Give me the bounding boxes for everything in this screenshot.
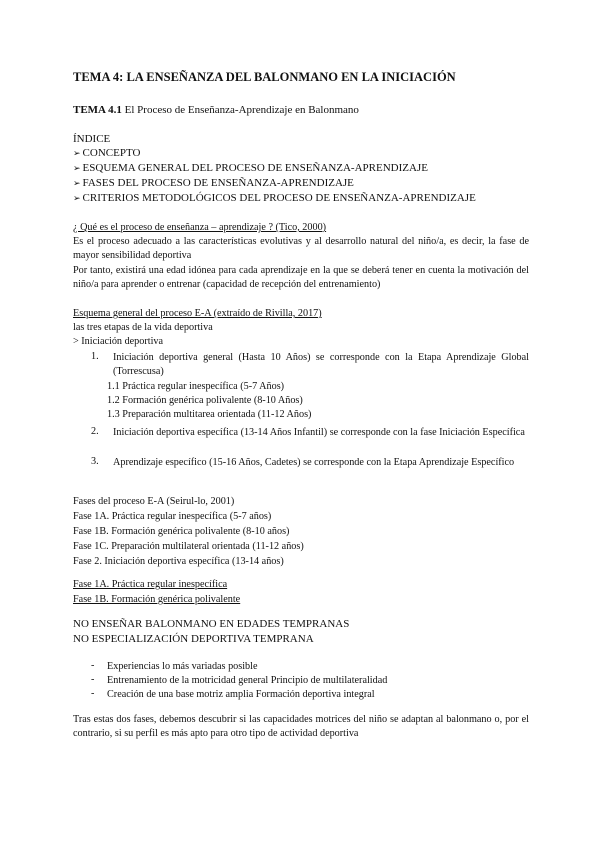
bullet-item: Experiencias lo más variadas posible (107, 661, 258, 672)
section-subtitle (73, 104, 359, 116)
phase-item: Fase 1A. Práctica regular inespecífica (5-7 años) (73, 511, 272, 522)
dash-bullet-icon: - (91, 674, 95, 685)
scheme-item: Aprendizaje específico (15-16 Años, Cadetes) se corresponde con la Etapa Aprendizaje Específico (113, 457, 515, 468)
scheme-level: > Iniciación deportiva (73, 336, 164, 347)
arrow-icon: ➢ (73, 194, 81, 204)
phase-item: Fase 2. Iniciación deportiva específica (13-14 años) (73, 556, 284, 567)
scheme-subitem: 1.2 Formación genérica polivalente (8-10 Años) (107, 395, 303, 406)
dash-bullet-icon: - (91, 660, 95, 671)
list-number: 1. (91, 351, 99, 362)
scheme-subitem: 1.3 Preparación multitarea orientada (11-12 Años) (107, 409, 312, 420)
phase-item: Fase 1C. Preparación multilateral orientada (11-12 años) (73, 541, 304, 552)
dash-bullet-icon: - (91, 688, 95, 699)
phase-underlined: Fase 1B. Formación genérica polivalente (73, 594, 241, 605)
scheme-heading: Esquema general del proceso E-A (extraído de Rivilla, 2017) (73, 308, 322, 319)
concept-paragraph: Por tanto, existirá una edad idónea para cada aprendizaje en la que se deberá tener en cuenta la motivación del niño/a para aprender o entrenar (capacidad de recepción del entrenamiento) (73, 265, 529, 290)
index-item: ➢ CONCEPTO (73, 147, 141, 159)
arrow-icon: ➢ (73, 179, 81, 189)
list-number: 2. (91, 426, 99, 437)
subtitle-number: TEMA 4.1 (73, 104, 122, 116)
concept-question: ¿ Qué es el proceso de enseñanza – aprendizaje ? (Tico, 2000) (73, 222, 327, 233)
bullet-item: Creación de una base motriz amplia Formación deportiva integral (107, 689, 375, 700)
phase-underlined: Fase 1A. Práctica regular inespecífica (73, 579, 228, 590)
index-item: ➢ ESQUEMA GENERAL DEL PROCESO DE ENSEÑANZA-APRENDIZAJE (73, 162, 428, 174)
scheme-subitem: 1.1 Práctica regular inespecífica (5-7 Años) (107, 381, 285, 392)
caps-statement: NO ENSEÑAR BALONMANO EN EDADES TEMPRANAS (73, 618, 350, 630)
index-item: ➢ FASES DEL PROCESO DE ENSEÑANZA-APRENDIZAJE (73, 177, 354, 189)
bullet-item: Entrenamiento de la motricidad general Principio de multilateralidad (107, 675, 388, 686)
scheme-item: Iniciación deportiva específica (13-14 Años Infantil) se corresponde con la fase Iniciación Específica (113, 427, 525, 438)
caps-statement: NO ESPECIALIZACIÓN DEPORTIVA TEMPRANA (73, 633, 314, 645)
arrow-icon: ➢ (73, 149, 81, 159)
index-item: ➢ CRITERIOS METODOLÓGICOS DEL PROCESO DE ENSEÑANZA-APRENDIZAJE (73, 192, 476, 204)
scheme-item: Iniciación deportiva general (Hasta 10 Años) se corresponde con la Etapa Aprendizaje Global (Torrescusa) (113, 352, 529, 377)
arrow-icon: ➢ (73, 164, 81, 174)
list-number: 3. (91, 456, 99, 467)
closing-paragraph: Tras estas dos fases, debemos descubrir si las capacidades motrices del niño se adaptan al balonmano o, por el contrario, si su perfil es más apto para otro tipo de actividad deportiva (73, 714, 529, 739)
scheme-intro: las tres etapas de la vida deportiva (73, 322, 213, 333)
subtitle-text: El Proceso de Enseñanza-Aprendizaje en Balonmano (124, 104, 359, 116)
concept-paragraph: Es el proceso adecuado a las características evolutivas y al desarrollo natural del niño/a, es decir, la fase de mayor sensibilidad deportiva (73, 236, 529, 261)
phase-item: Fase 1B. Formación genérica polivalente (8-10 años) (73, 526, 290, 537)
page-title: TEMA 4: LA ENSEÑANZA DEL BALONMANO EN LA INICIACIÓN (73, 70, 456, 84)
index-heading: ÍNDICE (73, 133, 111, 145)
phases-heading: Fases del proceso E-A (Seirul-lo, 2001) (73, 496, 235, 507)
